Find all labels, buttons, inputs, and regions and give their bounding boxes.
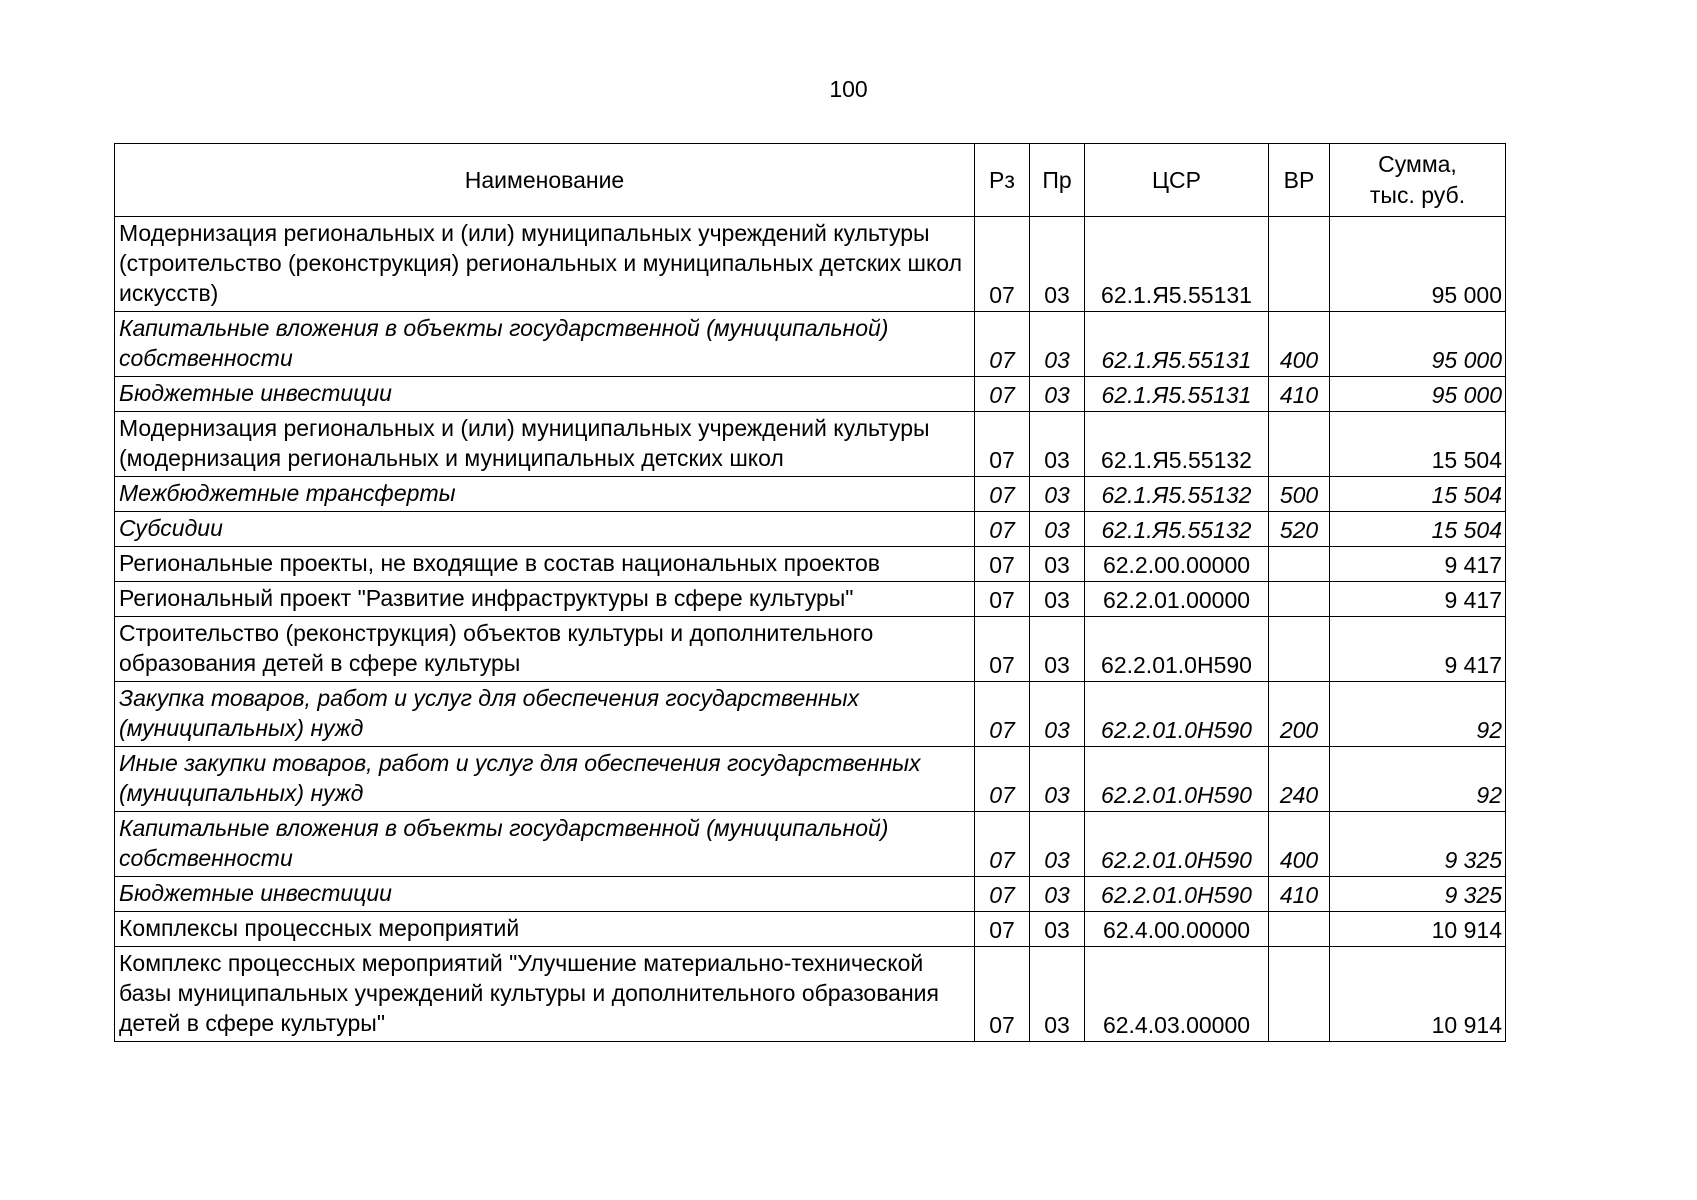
csr-cell: 62.1.Я5.55131 [1085,312,1269,377]
vr-cell: 520 [1269,512,1330,547]
header-sum [1330,144,1506,217]
sum-cell: 95 000 [1330,217,1506,312]
pr-cell: 03 [1030,512,1085,547]
header-sum-line1: Сумма, [1378,151,1457,177]
name-cell: Комплексы процессных мероприятий [115,912,975,947]
sum-cell: 9 417 [1330,547,1506,582]
name-cell: Региональные проекты, не входящие в состав национальных проектов [115,547,975,582]
sum-cell: 15 504 [1330,512,1506,547]
rz-cell: 07 [975,377,1030,412]
table-row [115,477,1506,512]
name-cell: Капитальные вложения в объекты государственной (муниципальной) собственности [115,812,975,877]
name-cell: Региональный проект "Развитие инфраструктуры в сфере культуры" [115,582,975,617]
sum-cell: 9 325 [1330,812,1506,877]
csr-cell: 62.1.Я5.55132 [1085,477,1269,512]
rz-cell: 07 [975,312,1030,377]
pr-cell: 03 [1030,947,1085,1042]
rz-cell: 07 [975,682,1030,747]
pr-cell: 03 [1030,877,1085,912]
pr-cell: 03 [1030,477,1085,512]
csr-cell: 62.4.03.00000 [1085,947,1269,1042]
rz-cell: 07 [975,617,1030,682]
name-cell: Межбюджетные трансферты [115,477,975,512]
rz-cell: 07 [975,747,1030,812]
budget-table [114,143,1506,1042]
rz-cell: 07 [975,412,1030,477]
table-row [115,947,1506,1042]
sum-cell: 15 504 [1330,412,1506,477]
sum-cell: 9 417 [1330,582,1506,617]
table-row [115,877,1506,912]
vr-cell [1269,412,1330,477]
page-number: 100 [829,76,868,102]
csr-cell: 62.2.00.00000 [1085,547,1269,582]
vr-cell [1269,912,1330,947]
vr-cell: 500 [1269,477,1330,512]
table-row [115,217,1506,312]
pr-cell: 03 [1030,377,1085,412]
sum-cell: 10 914 [1330,912,1506,947]
vr-cell: 410 [1269,377,1330,412]
rz-cell: 07 [975,812,1030,877]
name-cell: Капитальные вложения в объекты государственной (муниципальной) собственности [115,312,975,377]
header-rz: Рз [975,144,1030,217]
csr-cell: 62.2.01.00000 [1085,582,1269,617]
table-row [115,812,1506,877]
pr-cell: 03 [1030,217,1085,312]
table-row [115,547,1506,582]
pr-cell: 03 [1030,682,1085,747]
name-cell: Иные закупки товаров, работ и услуг для обеспечения государственных (муниципальных) нужд [115,747,975,812]
name-cell: Строительство (реконструкция) объектов культуры и дополнительного образования детей в сфере культуры [115,617,975,682]
sum-cell: 92 [1330,747,1506,812]
table-row [115,747,1506,812]
vr-cell: 240 [1269,747,1330,812]
csr-cell: 62.1.Я5.55132 [1085,512,1269,547]
header-sum-line2: тыс. руб. [1369,182,1466,208]
pr-cell: 03 [1030,617,1085,682]
name-cell: Модернизация региональных и (или) муниципальных учреждений культуры (строительство (реконструкция) региональных и муниципальных детских школ искусств) [115,217,975,312]
table-row [115,412,1506,477]
pr-cell: 03 [1030,582,1085,617]
header-name: Наименование [115,144,975,217]
csr-cell: 62.2.01.0Н590 [1085,617,1269,682]
sum-cell: 95 000 [1330,377,1506,412]
table-body [115,217,1506,1042]
table-row [115,682,1506,747]
pr-cell: 03 [1030,912,1085,947]
header-csr: ЦСР [1085,144,1269,217]
vr-cell [1269,947,1330,1042]
sum-cell: 10 914 [1330,947,1506,1042]
pr-cell: 03 [1030,412,1085,477]
vr-cell: 400 [1269,812,1330,877]
rz-cell: 07 [975,912,1030,947]
vr-cell [1269,617,1330,682]
rz-cell: 07 [975,547,1030,582]
rz-cell: 07 [975,512,1030,547]
pr-cell: 03 [1030,547,1085,582]
header-vr: ВР [1269,144,1330,217]
sum-cell: 95 000 [1330,312,1506,377]
pr-cell: 03 [1030,312,1085,377]
rz-cell: 07 [975,582,1030,617]
table-row [115,312,1506,377]
name-cell: Комплекс процессных мероприятий "Улучшение материально-технической базы муниципальных учреждений культуры и дополнительного образования детей в сфере культуры" [115,947,975,1042]
name-cell: Модернизация региональных и (или) муниципальных учреждений культуры (модернизация региональных и муниципальных детских школ [115,412,975,477]
table-row [115,912,1506,947]
vr-cell: 200 [1269,682,1330,747]
rz-cell: 07 [975,947,1030,1042]
table-header-row [115,144,1506,217]
name-cell: Бюджетные инвестиции [115,877,975,912]
name-cell: Закупка товаров, работ и услуг для обеспечения государственных (муниципальных) нужд [115,682,975,747]
pr-cell: 03 [1030,812,1085,877]
csr-cell: 62.1.Я5.55132 [1085,412,1269,477]
csr-cell: 62.2.01.0Н590 [1085,682,1269,747]
vr-cell [1269,582,1330,617]
csr-cell: 62.1.Я5.55131 [1085,217,1269,312]
vr-cell [1269,217,1330,312]
name-cell: Субсидии [115,512,975,547]
sum-cell: 9 417 [1330,617,1506,682]
table-row [115,377,1506,412]
pr-cell: 03 [1030,747,1085,812]
rz-cell: 07 [975,877,1030,912]
vr-cell [1269,547,1330,582]
vr-cell: 410 [1269,877,1330,912]
table-row [115,512,1506,547]
sum-cell: 9 325 [1330,877,1506,912]
table-row [115,582,1506,617]
rz-cell: 07 [975,217,1030,312]
csr-cell: 62.4.00.00000 [1085,912,1269,947]
csr-cell: 62.1.Я5.55131 [1085,377,1269,412]
rz-cell: 07 [975,477,1030,512]
csr-cell: 62.2.01.0Н590 [1085,747,1269,812]
csr-cell: 62.2.01.0Н590 [1085,812,1269,877]
name-cell: Бюджетные инвестиции [115,377,975,412]
sum-cell: 92 [1330,682,1506,747]
header-pr: Пр [1030,144,1085,217]
sum-cell: 15 504 [1330,477,1506,512]
table-row [115,617,1506,682]
csr-cell: 62.2.01.0Н590 [1085,877,1269,912]
vr-cell: 400 [1269,312,1330,377]
